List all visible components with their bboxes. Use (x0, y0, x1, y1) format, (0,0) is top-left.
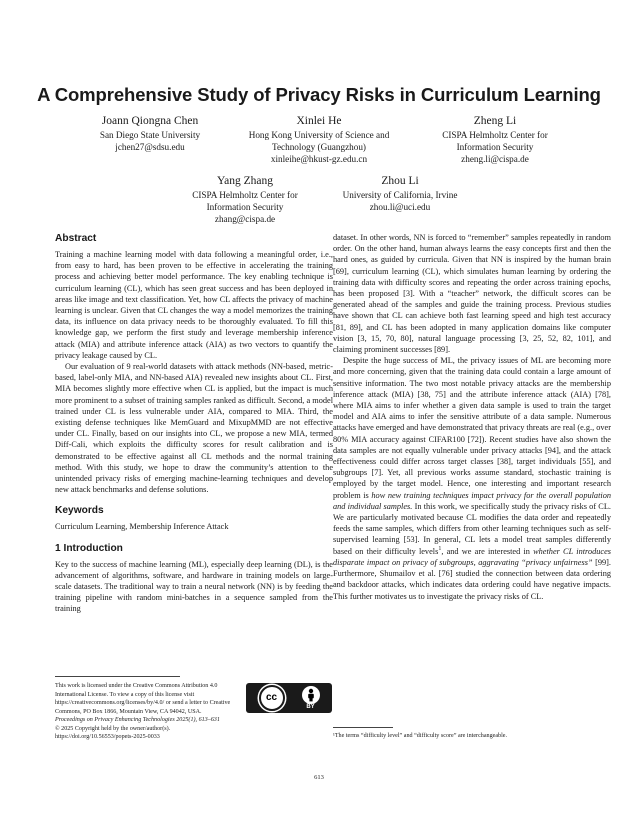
doi-link[interactable]: https://doi.org/10.56553/popets-2025-0033 (55, 734, 160, 740)
abstract-heading: Abstract (55, 233, 97, 244)
author-affiliation: CISPA Helmholtz Center for (442, 130, 548, 140)
author-affiliation: Technology (Guangzhou) (271, 142, 366, 152)
abstract-paragraph: Our evaluation of 9 real-world datasets with attack methods (NN-based, metric-based, label-only MIA, and NN-based AIA) revealed new insights about CL. First, MIA becomes slightly more effective when CL is applied, but the impact is much more prominent to a subset of training samples ranked as difficult. Second, a model trained under CL is less vulnerable under AIA, compared to MIA. Third, the existing defense techniques like MemGuard and MixupMMD are not effective under CL. Finally, based on our insights into CL, we propose a new MIA, termed Diff-Cali, which exploits the difficulty scores for result calibration and is demonstrated to be effective against all CL methods and the normal training method. With this study, we hope to draw the community’s attention to the unintended privacy risks of emerging machine-learning techniques and develop new attack benchmarks and defense solutions. (55, 362, 333, 495)
introduction-paragraph: Key to the success of machine learning (ML), especially deep learning (DL), is the advancement of algorithms, software, and hardware in training models on large-scale datasets. The traditional way to train a neural network (NN) is by feeding the training pipeline with random mini-batches in a sequence sampled from the training (55, 559, 333, 614)
divider (333, 727, 393, 728)
keywords-text: Curriculum Learning, Membership Inference Attack (55, 522, 229, 532)
author-affiliation: University of California, Irvine (342, 190, 458, 200)
author-email: xinleihe@hkust-gz.edu.cn (270, 154, 368, 164)
by-icon: BY (302, 686, 320, 711)
body-paragraph: dataset. In other words, NN is forced to “remember” samples repeatedly in random order. On the other hand, human always learns the easy concepts first and then the hard ones, as guided by curricula. Given that NN is inspired by the human brain [69], curriculum learning (CL), which simulates human learning by ordering the training data with difficulty scores and repeating the order across training epochs, has been proposed [3]. With a “teacher” network, the difficult scores can be generated ahead of the samples and guide the training process. Previous studies have shown that CL can achieve both fast learning speed and high test accuracy [81, 89], and CL has been adopted in many application domains like computer vision [3, 15, 70, 80], natural language processing [3, 25, 52, 82, 101], and claiming prominent successes [89]. (333, 233, 611, 355)
emphasis-text: whether CL introduces disparate impact on privacy of subgroups, aggravating “privacy unfairness” (333, 546, 611, 567)
author-affiliation: Information Security (456, 142, 534, 152)
abstract-paragraph: Training a machine learning model with data following a meaningful order, i.e., from easy to hard, has been proven to be effective in accelerating the training process and achieving better model performance. The key enabling technique is curriculum learning (CL), which has seen great success and has been deployed in areas like image and text classification. Yet, how CL affects the privacy of machine learning is unclear. Given that CL changes the way a model memorizes the training data, its influence on data privacy needs to be thoroughly evaluated. To fill this knowledge gap, we perform the first study and leverage membership inference attack (MIA) and attribute inference attack (AIA) as two vectors to quantify the privacy leakage caused by CL. (55, 250, 333, 360)
author-block-4 (170, 174, 320, 225)
proceedings-line: Proceedings on Privacy Enhancing Technologies 2025(1), 613–631 (55, 717, 220, 723)
author-block-1 (70, 114, 230, 153)
footnote-block (333, 727, 611, 740)
footnote-text: ¹The terms “difficulty level” and “difficulty score” are interchangeable. (333, 733, 508, 739)
copyright-line: © 2025 Copyright held by the owner/author(s). (55, 725, 171, 732)
author-name: Zheng Li (473, 115, 517, 127)
author-email: zheng.li@cispa.de (461, 154, 529, 164)
author-name: Zhou Li (381, 175, 419, 187)
paper-title: A Comprehensive Study of Privacy Risks in Curriculum Learning (37, 84, 601, 105)
author-block-5 (325, 174, 475, 213)
author-email: zhou.li@uci.edu (369, 202, 431, 212)
author-email: zhang@cispa.de (214, 214, 276, 224)
cc-by-license-icon[interactable] (246, 683, 332, 713)
license-text: This work is licensed under the Creative Commons Attribution 4.0 International License. To view a copy of this license visit https://creativecommons.org/licenses/by/4.0/ or send a letter to Creative Commons, PO Box 1866, Mountain View, CA 94042, USA. (55, 683, 231, 715)
author-block-2 (230, 114, 408, 165)
author-email: jchen27@sdsu.edu (115, 142, 185, 152)
right-column (333, 232, 611, 602)
footnote-marker[interactable]: 1 (438, 545, 442, 552)
page-number: 613 (314, 774, 324, 781)
body-paragraph: Despite the huge success of ML, the privacy issues of ML are becoming more and more concerning, given that the training data could contain a large amount of sensitive information. The two most notable privacy attacks are the membership inference attack (MIA) [38, 75] and the attribute inference attack (AIA) [78], where MIA aims to infer whether a given data sample is used to train the target model and AIA aims to infer the sensitive attribute of a data sample. Numerous attacks have emerged and have demonstrated that privacy threats are real (e.g., over 80% MIA accuracy against CIFAR100 [72]). Recent studies have also shown the data samples are not equally vulnerable under privacy attacks [94], and the attack effectiveness could differ across target classes [38], target individuals [55], and subgroups [7]. Yet, all previous works assume standard, stochastic training is employed by the target model. Hence, one interesting and important research problem is how new training techniques impact privacy for the overall population and individual samples. In this work, we specifically study the privacy risks of CL. We are particularly motivated because CL modifies the data order and repeatedly feeds the same samples, which differs from other learning techniques such as self-supervised learning [53]. In general, CL lets a model treat samples differently based on their difficulty levels$^1$, and we are interested in whether CL introduces disparate impact on privacy of subgroups, aggravating “privacy unfairness” [99]. Furthermore, Shumailov et al. [76] studied the connection between data ordering and backdoor attacks, which indicates data ordering could have negative impacts. This further motivates us to investigate the privacy risks of CL. (333, 356, 611, 601)
author-affiliation: Information Security (206, 202, 284, 212)
emphasis-text: how new training techniques impact privacy for the overall population and individual samples. (333, 490, 611, 511)
cc-icon: cc (259, 685, 285, 711)
license-block (55, 676, 333, 742)
divider (55, 676, 180, 677)
left-column (55, 232, 333, 615)
author-affiliation: Hong Kong University of Science and (248, 130, 390, 140)
author-name: Xinlei He (296, 115, 342, 127)
author-affiliation: San Diego State University (99, 130, 201, 140)
author-affiliation: CISPA Helmholtz Center for (192, 190, 298, 200)
author-block-3 (420, 114, 570, 165)
author-name: Yang Zhang (216, 175, 273, 187)
keywords-heading: Keywords (55, 505, 104, 517)
introduction-heading: 1 Introduction (55, 542, 123, 554)
author-name: Joann Qiongna Chen (101, 115, 199, 127)
person-icon (302, 686, 320, 704)
